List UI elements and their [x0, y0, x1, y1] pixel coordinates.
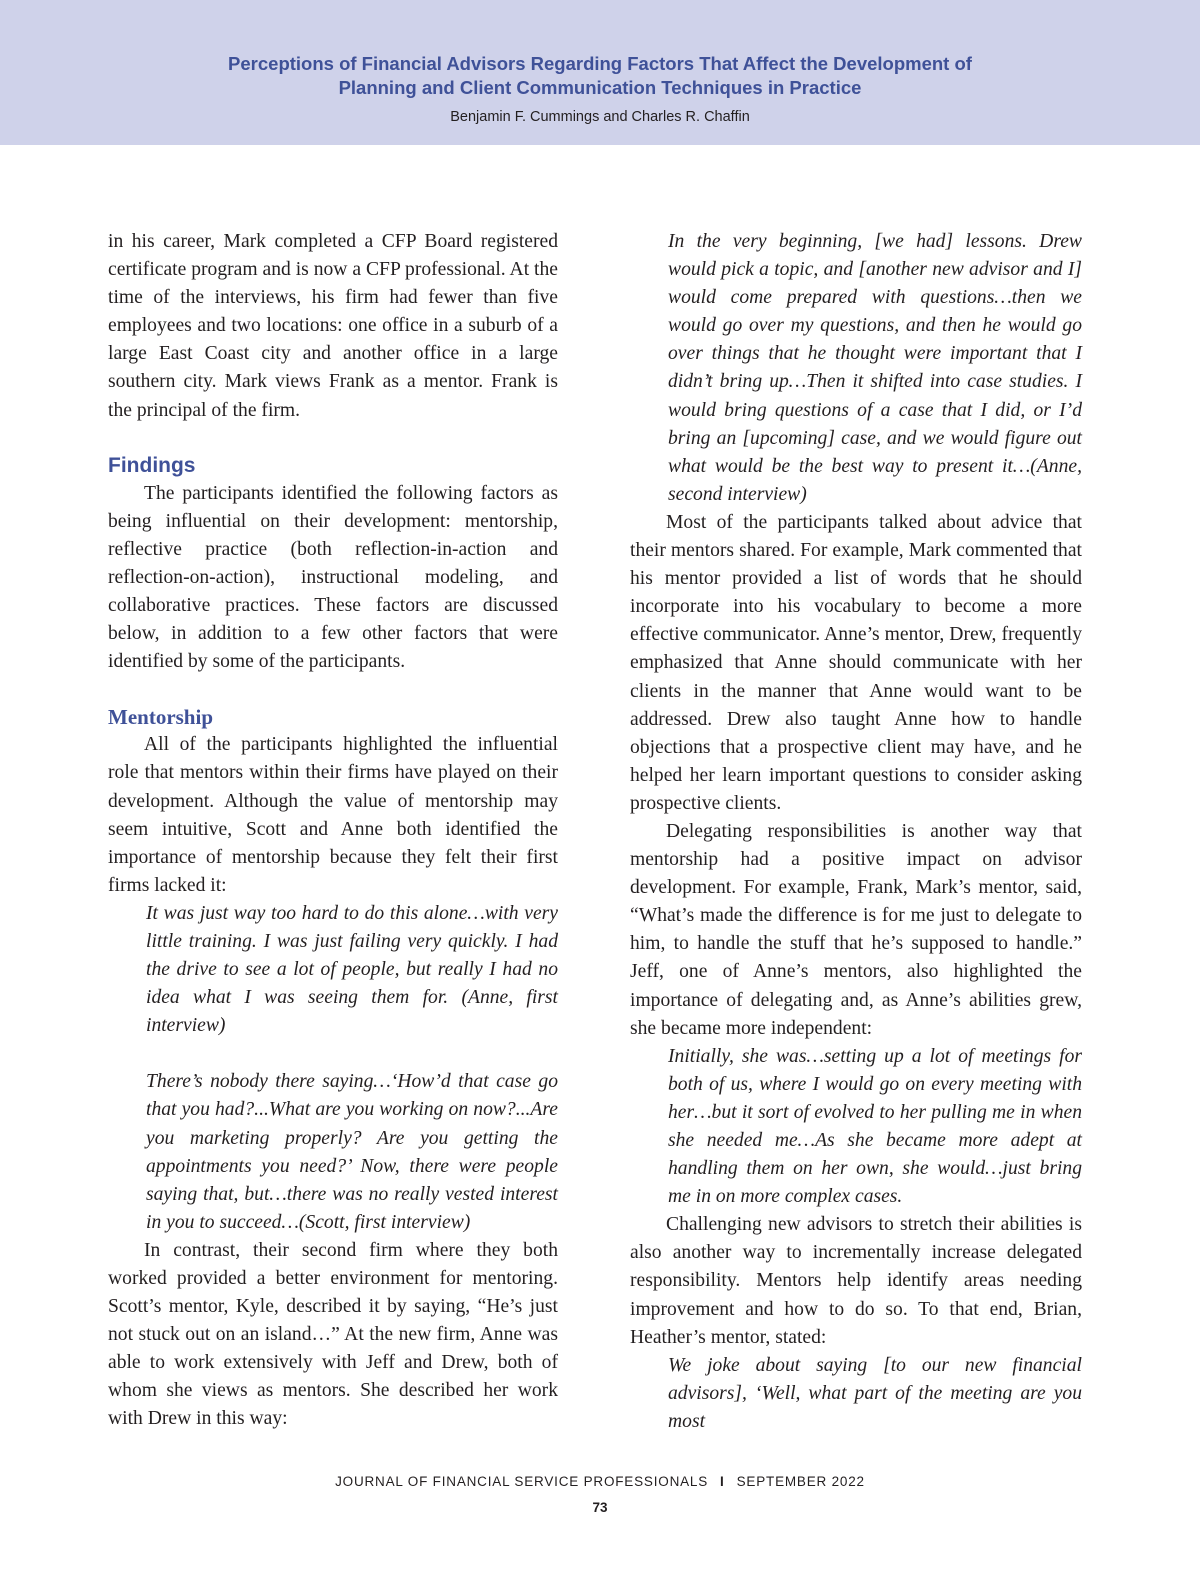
issue-date: SEPTEMBER 2022 [736, 1474, 865, 1489]
block-quote: In the very beginning, [we had] lessons. Drew would pick a topic, and [another new advisor and I] would come prepared with questions…then we would go over my questions, and then he would go over things that he thought were important that I didn’t bring up…Then it shifted into case studies. I would bring questions of a case that I did, or I’d bring an [upcoming] case, and we would figure out what would be the best way to present it…(Anne, second interview) [668, 231, 1082, 505]
subsection-heading-mentorship: Mentorship [108, 705, 213, 730]
article-authors: Benjamin F. Cummings and Charles R. Chaffin [450, 109, 750, 125]
article-title [0, 52, 1200, 100]
right-column [630, 228, 1082, 1436]
paragraph: All of the participants highlighted the influential role that mentors within their firms have played on their development. Although the value of mentorship may seem intuitive, Scott and Anne both identified the importance of mentorship because they felt their first firms lacked it: [108, 734, 558, 896]
block-quote: There’s nobody there saying…‘How’d that case go that you had?...What are you working on now?...Are you marketing properly? Are you getting the appointments you need?’ Now, there were people saying that, but…there was no really vested interest in you to succeed…(Scott, first interview) [146, 1071, 558, 1233]
running-header [0, 0, 1200, 145]
block-quote: It was just way too hard to do this alone…with very little training. I was just failing very quickly. I had the drive to see a lot of people, but really I had no idea what I was seeing them for. (Anne, first interview) [146, 902, 558, 1037]
section-heading-findings: Findings [108, 453, 196, 477]
journal-name: JOURNAL OF FINANCIAL SERVICE PROFESSIONALS [335, 1474, 709, 1489]
block-quote: Initially, she was…setting up a lot of meetings for both of us, where I would go on every meeting with her…but it sort of evolved to her pulling me in when she needed me…As she became more adept at handling them on her own, she would…just bring me in on more complex cases. [668, 1045, 1082, 1208]
article-title-line-1: Perceptions of Financial Advisors Regarding Factors That Affect the Development of [228, 53, 972, 74]
article-title-line-2: Planning and Client Communication Techniques in Practice [338, 77, 862, 98]
block-quote: We joke about saying [to our new financial advisors], ‘Well, what part of the meeting are you most [668, 1354, 1082, 1432]
paragraph: Most of the participants talked about advice that their mentors shared. For example, Mark commented that his mentor provided a list of words that he should incorporate into his vocabulary to become a more effective communicator. Anne’s mentor, Drew, frequently emphasized that Anne should communicate with her clients in the manner that Anne would want to be addressed. Drew also taught Anne how to handle objections that a prospective client may have, and he helped her learn important questions to consider asking prospective clients. [630, 511, 1082, 814]
paragraph: The participants identified the following factors as being influential on their development: mentorship, reflective practice (both reflection-in-action and reflection-on-action), instructional modeling, and collaborative practices. These factors are discussed below, in addition to a few other factors that were identified by some of the participants. [108, 482, 558, 673]
paragraph: in his career, Mark completed a CFP Board registered certificate program and is now a CFP professional. At the time of the interviews, his firm had fewer than five employees and two locations: one office in a suburb of a large East Coast city and another office in a large southern city. Mark views Frank as a mentor. Frank is the principal of the firm. [108, 231, 558, 421]
footer-separator: I [720, 1474, 725, 1489]
page-number: 73 [592, 1500, 608, 1515]
paragraph: Delegating responsibilities is another way that mentorship had a positive impact on advisor development. For example, Frank, Mark’s mentor, said, “What’s made the difference is for me just to delegate to him, to handle the stuff that he’s supposed to handle.” Jeff, one of Anne’s mentors, also highlighted the importance of delegating and, as Anne’s abilities grew, she became more independent: [630, 820, 1082, 1039]
paragraph: In contrast, their second firm where they both worked provided a better environment for mentoring. Scott’s mentor, Kyle, described it by saying, “He’s just not stuck out on an island…” At the new firm, Anne was able to work extensively with Jeff and Drew, both of whom she views as mentors. She described her work with Drew in this way: [108, 1239, 558, 1430]
paragraph: Challenging new advisors to stretch their abilities is also another way to incrementally increase delegated responsibility. Mentors help identify areas needing improvement and how to do so. To that end, Brian, Heather’s mentor, stated: [630, 1214, 1082, 1348]
running-footer [0, 1474, 1200, 1489]
left-column [108, 228, 558, 1434]
